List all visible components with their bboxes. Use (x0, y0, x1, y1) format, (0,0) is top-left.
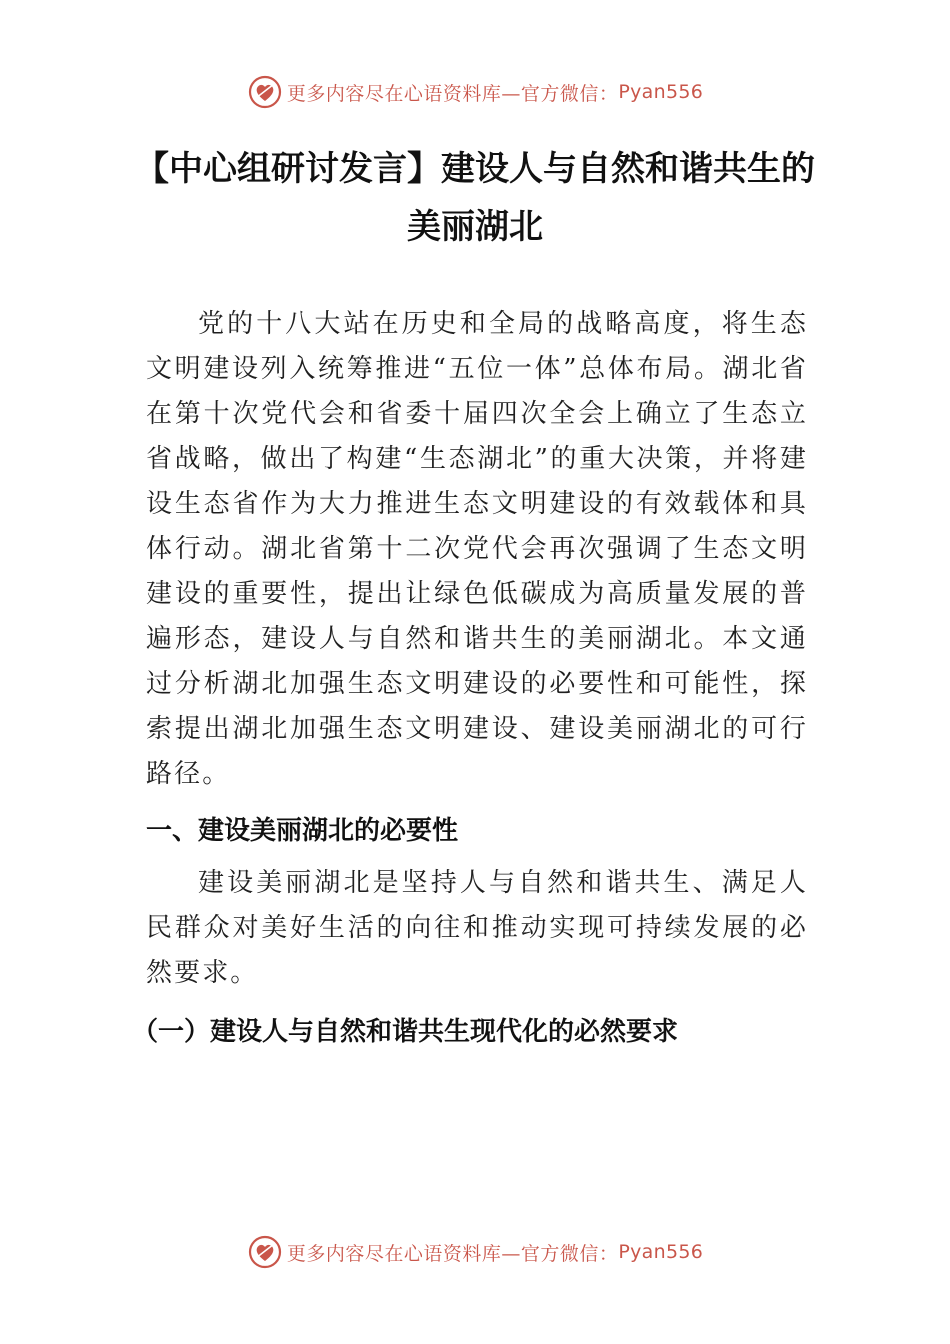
document-title (100, 140, 850, 256)
footer-watermark (0, 1232, 950, 1272)
section-heading-1: 一、建设美丽湖北的必要性 (146, 816, 459, 846)
document-body (132, 302, 808, 1054)
watermark-text: 更多内容尽在心语资料库—官方微信： (286, 1242, 619, 1265)
heart-logo-icon (247, 74, 283, 110)
title-line-2: 美丽湖北 (407, 207, 543, 247)
watermark-wechat-id: Pyan556 (618, 1241, 704, 1263)
header-watermark (0, 72, 950, 112)
watermark-text: 更多内容尽在心语资料库—官方微信： (286, 82, 619, 105)
heart-logo-icon (247, 1234, 283, 1270)
section-1-paragraph: 建设美丽湖北是坚持人与自然和谐共生、满足人民群众对美好生活的向往和推动实现可持续发展的必然要求。 (146, 868, 808, 988)
intro-paragraph: 党的十八大站在历史和全局的战略高度，将生态文明建设列入统筹推进“五位一体”总体布局。湖北省在第十次党代会和省委十届四次全会上确立了生态立省战略，做出了构建“生态湖北”的重大决策，并将建设生态省作为大力推进生态文明建设的有效载体和具体行动。湖北省第十二次党代会再次强调了生态文明建设的重要性，提出让绿色低碳成为高质量发展的普遍形态，建设人与自然和谐共生的美丽湖北。本文通过分析湖北加强生态文明建设的必要性和可能性，探索提出湖北加强生态文明建设、建设美丽湖北的可行路径。 (146, 309, 808, 789)
title-line-1: 【中心组研讨发言】建设人与自然和谐共生的 (135, 149, 815, 189)
subsection-heading-1: （一）建设人与自然和谐共生现代化的必然要求 (132, 1017, 679, 1047)
watermark-wechat-id: Pyan556 (618, 81, 704, 103)
